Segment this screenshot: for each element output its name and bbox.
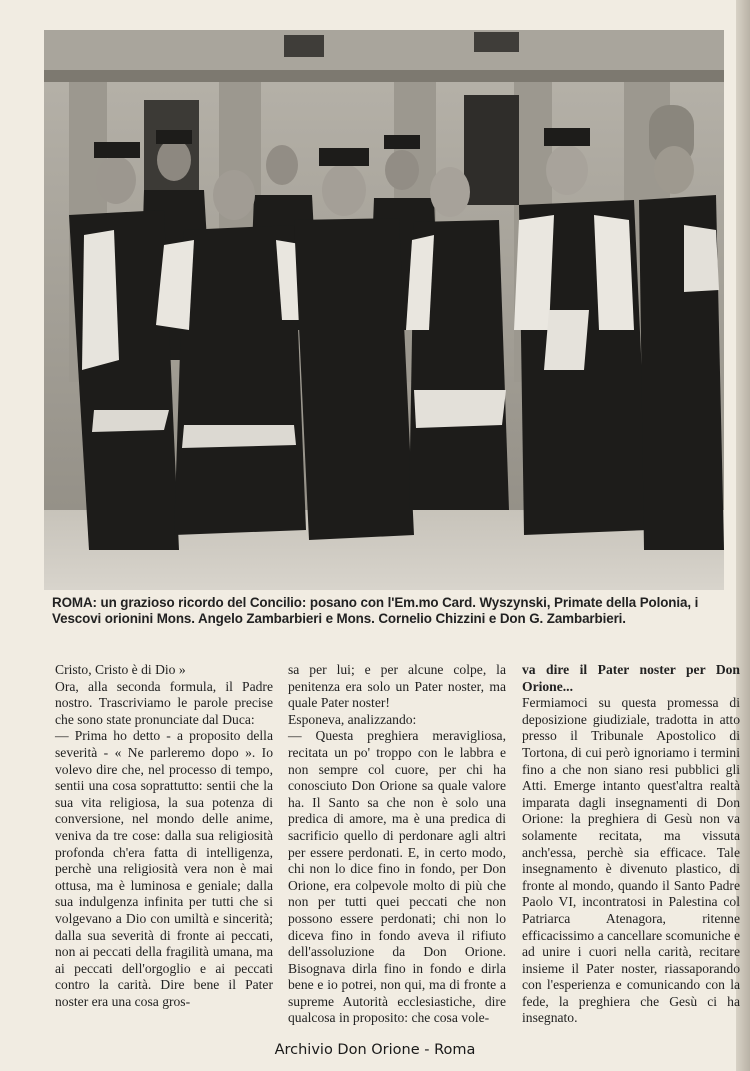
archive-footer: Archivio Don Orione - Roma — [274, 1042, 476, 1058]
group-photo-illustration — [44, 30, 724, 590]
paragraph: — Questa preghiera meravigliosa, recitata un po' troppo con le labbra e non sempre col cuore, per chi ha conosciuto Don Orione sa quale valore ha. Il Santo sa che non è solo una predica di amore, ma è una predica di sacrificio quello di perdonare agli altri per essere perdonati. E, in certo modo, chi non lo dice fino in fondo, per Don Orione, era colpevole molto di più che non per tutti quei peccati che non possono essere perdonati; chi non lo diceva fino in fondo aveva il rifiuto dell'assoluzione da Don Orione. Bisognava dirla fino in fondo e dirla bene e io potrei, non qui, ma di fronte a supreme Autorità ecclesiastiche, dire qualcosa in proposito: che cosa vole- — [288, 728, 506, 1026]
text-column-1 — [55, 662, 273, 1010]
photo-caption: ROMA: un grazioso ricordo del Concilio: posano con l'Em.mo Card. Wyszynski, Primate della Polonia, i Vescovi orionini Mons. Angelo Zambarbieri e Mons. Cornelio Chizzini e Don G. Zambarbieri. — [52, 595, 699, 626]
paragraph: — Prima ho detto - a proposito della severità - « Ne parleremo dopo ». Io volevo dire che, nel processo di tempo, sentii una cosa soprattutto: sentii che la sua vita religiosa, la sua potenza di conversione, nel mondo delle anime, veniva da tre cose: dalla sua religiosità profonda ch'era fatta di intelligenza, perchè una religiosità vera non è mai ottusa, ma è luminosa e geniale; dalla sua indulgenza infinita per tutti che si volgevano a Dio con umiltà e sincerità; dalla sua severità di fronte ai peccati, non ai peccati della fragilità umana, ma ai peccati dell'orgoglio e ai peccati contro la carità. Dire bene il Pater noster era una cosa gros- — [55, 728, 273, 1009]
paragraph: Ora, alla seconda formula, il Padre nostro. Trascriviamo le parole precise che sono state pronunciate dal Duca: — [55, 678, 273, 727]
paragraph: Esponeva, analizzando: — [288, 711, 417, 727]
paragraph: Cristo, Cristo è di Dio » — [55, 662, 186, 677]
paragraph: va dire il Pater noster per Don Orione... — [522, 662, 740, 694]
paragraph: Fermiamoci su questa promessa di deposizione giudiziale, tradotta in atto presso il Tribunale Apostolico di Tortona, di cui però ignoriamo i termini fino a che non siano resi pubblici gli Atti. Emerge intanto quest'altra realtà imparata dagli insegnamenti di Don Orione: la preghiera di Gesù non va solamente recitata, ma vissuta anch'essa, perchè sia efficace. Tale insegnamento è divenuto plastico, di fronte al mondo, quando il Santo Padre Paolo VI, incontratosi in Palestina col Patriarca Atenagora, ritenne efficacissimo a cancellare scomuniche e ad unire i cuori nella carità, recitare insieme il Pater noster, riassaporando con l'esperienza e comunicando con la fede, la preghiera che Gesù ci ha insegnato. — [522, 695, 740, 1026]
text-column-2 — [288, 662, 506, 1027]
group-photo — [44, 30, 724, 590]
text-column-3 — [522, 662, 740, 1027]
paragraph: sa per lui; e per alcune colpe, la penitenza era solo un Pater noster, ma quale Pater noster! — [288, 662, 506, 711]
